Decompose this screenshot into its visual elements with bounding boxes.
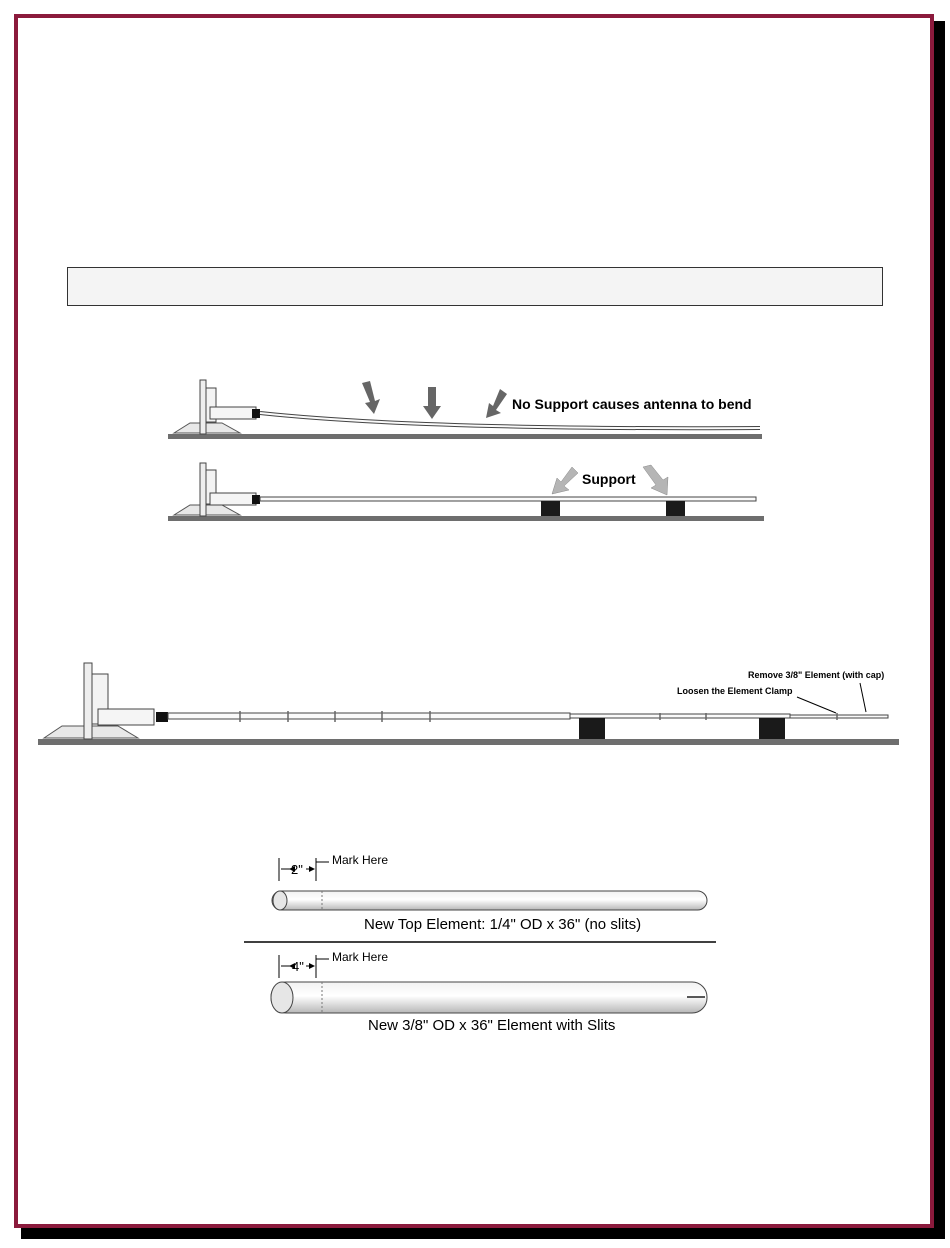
no-support-label: No Support causes antenna to bend	[512, 396, 752, 412]
figure-new-elements	[244, 853, 716, 1034]
slit-element-caption: New 3/8" OD x 36" Element with Slits	[368, 1017, 616, 1034]
ground-bar	[168, 516, 764, 521]
support-block	[541, 501, 560, 516]
dimension-label: 2"	[291, 862, 303, 877]
mast-mount	[44, 663, 168, 739]
straight-element	[260, 497, 756, 501]
remove-element-label: Remove 3/8" Element (with cap)	[748, 670, 885, 680]
leader-line	[860, 683, 866, 712]
slit-element-diagram	[271, 950, 707, 1034]
top-element-tube	[272, 891, 707, 910]
loosen-clamp-label: Loosen the Element Clamp	[677, 686, 793, 696]
no-support-arrows	[362, 381, 507, 419]
element-section-2	[570, 714, 790, 718]
top-element-caption: New Top Element: 1/4" OD x 36" (no slits)	[364, 916, 642, 933]
support-block	[579, 718, 605, 739]
support-label: Support	[582, 471, 636, 487]
mark-here-label: Mark Here	[332, 950, 389, 964]
dimension-label: 4"	[292, 959, 304, 974]
top-element-diagram	[272, 853, 707, 933]
leader-line	[797, 697, 836, 713]
ground-bar	[38, 739, 899, 745]
element-section-3	[790, 715, 888, 718]
slit-element-tube	[271, 982, 707, 1013]
support-block	[759, 718, 785, 739]
figure-no-support	[168, 380, 762, 439]
figure-long-antenna	[38, 663, 899, 745]
figure-with-support	[168, 463, 764, 521]
mark-here-label: Mark Here	[332, 853, 389, 867]
mast-mount	[174, 380, 260, 434]
element-section-1	[168, 713, 570, 719]
ground-bar	[168, 434, 762, 439]
support-block	[666, 501, 685, 516]
mast-mount	[174, 463, 260, 516]
